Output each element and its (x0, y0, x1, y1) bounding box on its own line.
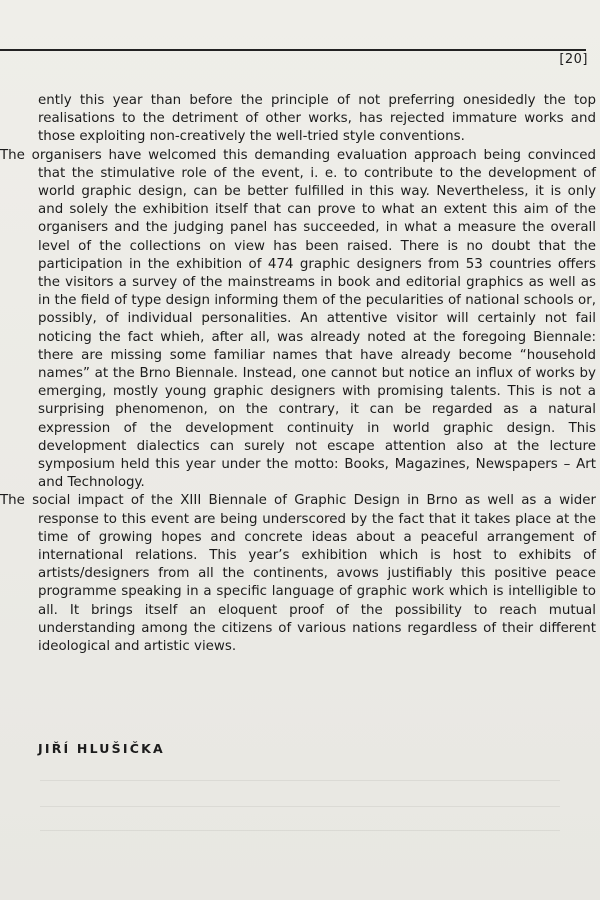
header-rule (0, 49, 586, 51)
show-through-line (40, 830, 560, 831)
paragraph: The organisers have welcomed this demanding evaluation approach being convinced that the stimulative role of the event, i. e. to contribute to the development of world graphic design, can be better fulfilled in this way. Nevertheless, it is only and solely the exhibition itself that can prove to what an extent this aim of the organisers and the judging panel has succeeded, in what a measure the overall level of the collections on view has been raised. There is no doubt that the participation in the exhibition of 474 graphic designers from 53 countries offers the visitors a survey of the mainstreams in book and editorial graphics as well as in the field of type design informing them of the pecularities of national schools or, possibly, of individual personalities. An attentive visitor will certainly not fail noticing the fact whieh, after all, was already noted at the foregoing Biennale: there are missing some familiar names that have already become “household names” at the Brno Biennale. Instead, one cannot but notice an influx of works by emerging, mostly young graphic designers with promising talents. This is not a surprising phenomenon, on the contrary, it can be regarded as a natural expression of the development continuity in world graphic design. This development dialectics can surely not escape attention also at the lecture symposium held this year under the motto: Books, Magazines, Newspapers – Art and Technology. (0, 147, 596, 491)
page-number: [20] (559, 52, 588, 67)
article-body (0, 92, 596, 656)
paragraph: The social impact of the XIII Biennale of Graphic Design in Brno as well as a wider response to this event are being underscored by the fact that it takes place at the time of growing hopes and concrete ideas about a peaceful arrangement of international relations. This year’s exhibition which is host to exhibits of artists/designers from all the continents, avows justifiably this positive peace programme speaking in a specific language of graphic work which is intelligible to all. It brings itself an eloquent proof of the possibility to reach mutual understanding among the citizens of various nations regardless of their different ideological and artistic views. (0, 493, 596, 655)
author-signature: JIŘÍ HLUŠIČKA (38, 741, 165, 756)
paragraph-continuation: ently this year than before the principle of not preferring onesidedly the top realisations to the detriment of other works, has rejected immature works and those exploiting non-creatively the well-tried style conventions. (38, 93, 596, 145)
show-through-line (40, 806, 560, 807)
show-through-line (40, 780, 560, 781)
